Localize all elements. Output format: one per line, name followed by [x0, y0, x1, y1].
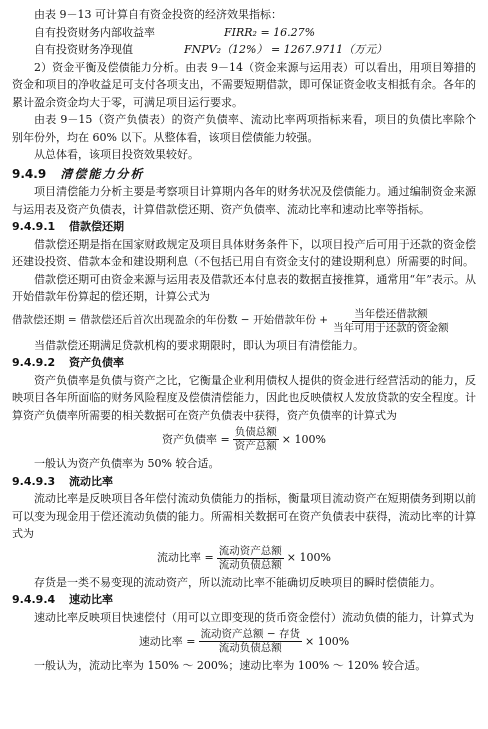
formula-numerator: 流动资产总额 — [218, 544, 282, 557]
intro-line: 由表 9－13 可计算自有资金投资的经济效果指标： — [34, 8, 282, 21]
section-heading — [12, 166, 476, 184]
paragraph: 由表 9－15（资产负债表）的资产负债率、流动比率两项指标来看，项目的负债比率除个别年份外，均在 60% 以下。从整体看，该项目偿债能力较强。 — [12, 113, 476, 144]
section-number: 9.4.9 — [12, 166, 47, 181]
paragraph: 一般认为，流动比率为 150% ～ 200%；速动比率为 100% ～ 120% 较合适。 — [34, 659, 427, 672]
npv-row — [12, 41, 476, 59]
formula-current-ratio — [12, 545, 476, 572]
formula-fraction — [331, 308, 451, 335]
paragraph: 2）资金平衡及偿债能力分析。由表 9－14（资金来源与运用表）可以看出，用项目筹措的资金和项目的净收益足可支付各项支出，不需要短期借款，即可保证资金收支相抵有余。各年的累计盈余资金均大于零，可满足项目运行要求。 — [12, 60, 476, 109]
paragraph: 存货是一类不易变现的流动资产，所以流动比率不能确切反映项目的瞬时偿债能力。 — [34, 575, 441, 589]
formula-repayment-period — [12, 308, 476, 335]
formula-denominator: 当年可用于还款的资金额 — [333, 321, 449, 334]
subsection-number: 9.4.9.2 — [12, 356, 56, 369]
formula-lhs: 借款偿还期 = 借款偿还后首次出现盈余的年份数 − 开始借款年份 + — [12, 314, 329, 327]
subsection-heading — [12, 354, 476, 372]
subsection-number: 9.4.9.1 — [12, 220, 56, 233]
paragraph: 流动比率是反映项目各年偿付流动负债能力的指标，衡量项目流动资产在短期债务到期以前可以变为现金用于偿还流动负债的能力。所需相关数据可在资产负债表中获得，流动比率的计算式为 — [12, 492, 476, 540]
paragraph: 资产负债率是负债与资产之比，它衡量企业利用债权人提供的资金进行经营活动的能力，反映项目各年所面临的财务风险程度及偿债清偿能力，因此也反映债权人发放贷款的安全程度。计算资产负债率所需要的相关数据可在资产负债表中获得，资产负债率的计算式为 — [12, 373, 476, 422]
formula-quick-ratio — [12, 628, 476, 655]
formula-debt-ratio — [12, 426, 476, 453]
paragraph: 借款偿还期可由资金来源与运用表及借款还本付息表的数据直接推算，通常用“年”表示。从开始借款年份算起的偿还期，计算公式为 — [12, 272, 476, 303]
paragraph: 项目清偿能力分析主要是考察项目计算期内各年的财务状况及偿债能力。通过编制资金来源与运用表及资产负债表，计算借款偿还期、资产负债率、流动比率和速动比率等指标。 — [12, 185, 476, 216]
paragraph: 一般认为资产负债率为 50% 较合适。 — [34, 457, 220, 470]
subsection-title: 流动比率 — [69, 474, 113, 488]
subsection-heading — [12, 218, 476, 236]
formula-numerator: 负债总额 — [234, 426, 277, 438]
paragraph: 速动比率反映项目快速偿付（用可以立即变现的货币资金偿付）流动负债的能力，计算式为 — [34, 610, 474, 624]
formula-lhs: 流动比率 = — [157, 551, 214, 565]
irr-value: FIRR₂ = 16.27% — [224, 25, 316, 39]
formula-lhs: 速动比率 = — [138, 634, 196, 648]
formula-rhs: × 100% — [286, 551, 331, 565]
npv-value: FNPV₂（12%） = 1267.9711（万元） — [184, 43, 388, 56]
formula-rhs: × 100% — [281, 432, 326, 446]
irr-label: 自有投资财务内部收益率 — [34, 25, 155, 39]
formula-denominator: 流动负债总额 — [218, 642, 282, 654]
npv-label: 自有投资财务净现值 — [34, 43, 133, 56]
subsection-title: 资产负债率 — [69, 356, 124, 369]
subsection-title: 速动比率 — [69, 593, 113, 606]
paragraph: 从总体看，该项目投资效果较好。 — [34, 148, 199, 161]
formula-fraction — [217, 545, 284, 572]
paragraph: 借款偿还期是指在国家财政规定及项目具体财务条件下，以项目投产后可用于还款的资金偿还建设投资、借款本金和建设期利息（不包括已用自有资金支付的建设期利息）所需要的时间。 — [12, 237, 476, 268]
subsection-title: 借款偿还期 — [69, 220, 124, 233]
formula-numerator: 当年偿还借款额 — [354, 307, 428, 320]
formula-lhs: 资产负债率 = — [162, 432, 230, 446]
subsection-heading — [12, 473, 476, 491]
subsection-number: 9.4.9.3 — [12, 474, 56, 488]
formula-rhs: × 100% — [305, 634, 350, 648]
subsection-number: 9.4.9.4 — [12, 593, 56, 606]
formula-numerator: 流动资产总额 − 存货 — [200, 628, 301, 640]
formula-denominator: 资产总额 — [234, 440, 277, 452]
formula-denominator: 流动负债总额 — [218, 558, 282, 571]
paragraph: 当借款偿还期满足贷款机构的要求期限时，即认为项目有清偿能力。 — [34, 338, 364, 352]
formula-fraction — [199, 628, 302, 655]
formula-fraction — [233, 426, 279, 453]
irr-row — [12, 24, 476, 42]
section-title: 清偿能力分析 — [60, 166, 145, 181]
subsection-heading — [12, 591, 476, 609]
